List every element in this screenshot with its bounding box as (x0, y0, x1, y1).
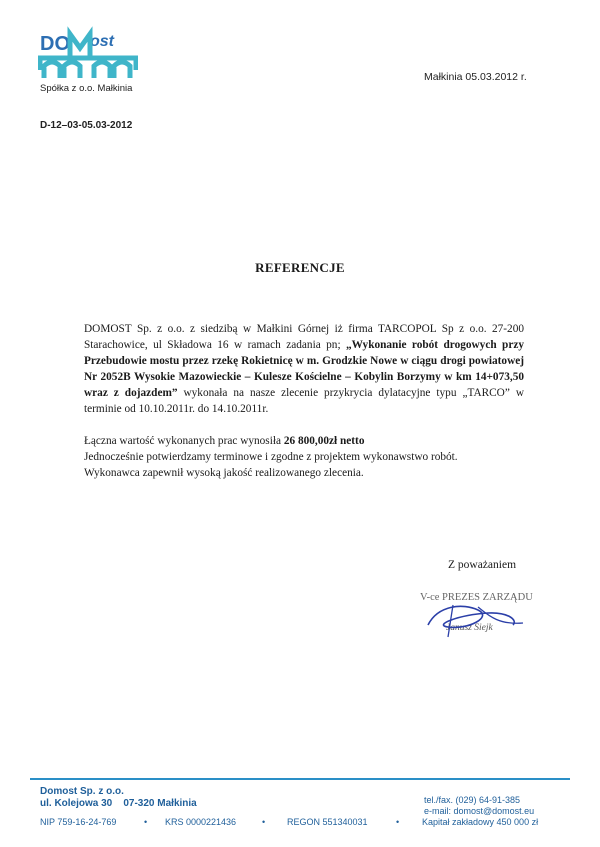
footer-company (40, 786, 197, 810)
document-date: Małkinia 05.03.2012 r. (424, 71, 527, 83)
footer-krs: KRS 0000221436 (165, 817, 237, 827)
company-subtitle: Spółka z o.o. Małkinia (40, 83, 133, 94)
p2-line2: Jednocześnie potwierdzamy terminowe i zgodne z projektem wykonawstwo robót. (84, 451, 458, 463)
p2-line3: Wykonawca zapewnił wysoką jakość realizowanego zlecenia. (84, 467, 364, 479)
signatory-name: Janusz Siejk (446, 623, 493, 633)
reference-number: D-12–03-05.03-2012 (40, 120, 133, 131)
p1-outro: wykonała na nasze zlecenie przykrycia dylatacyjne typu „TARCO” w terminie od 10.10.2011r. do 14.10.2011r. (84, 387, 524, 415)
handwritten-signature (418, 595, 538, 640)
company-logo (38, 26, 138, 88)
footer-separator: • (262, 817, 266, 827)
letter-body (84, 321, 524, 481)
svg-text:DO: DO (40, 33, 70, 55)
footer-company-name: Domost Sp. z o.o. (40, 786, 124, 797)
footer-email: e-mail: domost@domost.eu (424, 806, 535, 816)
p2-amount: 26 800,00zł netto (283, 435, 365, 447)
footer-nip: NIP 759-16-24-769 (40, 817, 117, 827)
signatory-role: V-ce PREZES ZARZĄDU (420, 592, 533, 603)
p1-intro: DOMOST Sp. z o.o. z siedzibą w Małkini Górnej iż firma TARCOPOL Sp z o.o. 27-200 Starachowice, ul Składowa 16 w ramach zadania pn; (84, 323, 524, 351)
footer-separator: • (144, 817, 148, 827)
paragraph-2 (84, 433, 524, 481)
closing-phrase: Z poważaniem (448, 559, 517, 571)
footer-divider (30, 778, 570, 780)
p1-project-name: „Wykonanie robót drogowych przy Przebudowie mostu przez rzekę Rokietnicę w m. Grodzkie Nowe w ciągu drogi powiatowej Nr 2052B Wysokie Mazowieckie – Kulesze Kościelne – Kobylin Borzymy w km 14+073,50 wraz z dojazdem” (84, 339, 525, 399)
footer-regon: REGON 551340031 (287, 817, 368, 827)
footer-capital: Kapitał zakładowy 450 000 zł (422, 817, 539, 827)
footer-contact (424, 795, 534, 817)
p2-intro: Łączna wartość wykonanych prac wynosiła (84, 435, 284, 447)
footer-separator: • (396, 817, 400, 827)
document-title: REFERENCJE (255, 260, 345, 275)
paragraph-1 (84, 321, 524, 417)
footer-address: ul. Kolejowa 30 07-320 Małkinia (40, 798, 197, 809)
svg-text:ost: ost (90, 33, 114, 50)
footer-phone: tel./fax. (029) 64-91-385 (424, 795, 521, 805)
